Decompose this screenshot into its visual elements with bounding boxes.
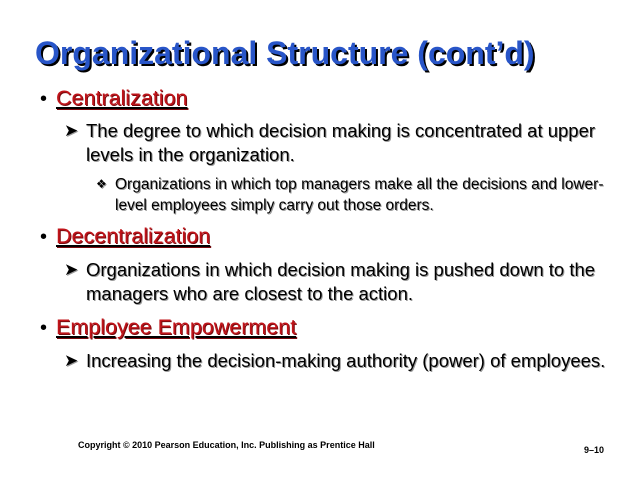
arrow-right-icon: ➤: [64, 351, 79, 370]
point-text: The degree to which decision making is concentrated at upper levels in the organization.: [86, 120, 596, 165]
section-heading-centralization: [40, 86, 187, 111]
copyright-footer: Copyright © 2010 Pearson Education, Inc. Publishing as Prentice Hall: [78, 440, 375, 450]
point-text: Increasing the decision-making authority (power) of employees.: [86, 350, 606, 371]
slide-title: Organizational Structure (cont’d): [35, 35, 535, 71]
section-heading-decentralization: [40, 224, 210, 249]
bullet-dot-icon: •: [40, 317, 48, 339]
diamond-icon: ❖: [96, 177, 107, 191]
point-centralization-definition: [64, 119, 619, 167]
heading-text: Employee Empowerment: [56, 315, 297, 339]
subpoint-text: Organizations in which top managers make all the decisions and lower-level employees simply carry out those orders.: [115, 176, 604, 214]
subpoint-centralization-example: [96, 174, 616, 216]
point-decentralization-definition: [64, 258, 619, 306]
heading-text: Centralization: [56, 86, 188, 110]
bullet-dot-icon: •: [40, 226, 48, 248]
point-employee-empowerment-definition: [64, 349, 619, 373]
section-heading-employee-empowerment: [40, 315, 296, 340]
arrow-right-icon: ➤: [64, 121, 79, 140]
bullet-dot-icon: •: [40, 88, 48, 110]
point-text: Organizations in which decision making is pushed down to the managers who are closest to the action.: [86, 259, 596, 304]
heading-text: Decentralization: [56, 224, 211, 248]
page-number: 9–10: [584, 445, 605, 455]
arrow-right-icon: ➤: [64, 260, 79, 279]
